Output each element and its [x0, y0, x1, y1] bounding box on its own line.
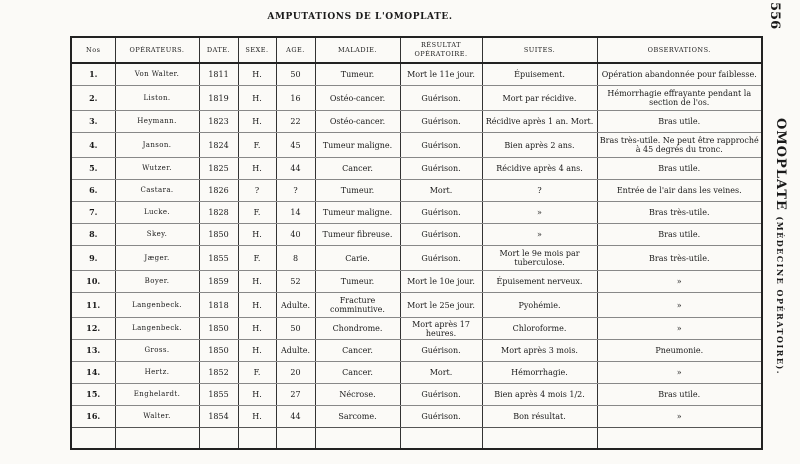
cell-operateur: Walter.	[115, 406, 199, 428]
cell-sexe: H.	[238, 318, 276, 340]
cell-operateur: Heymann.	[115, 111, 199, 133]
header-age: AGE.	[276, 37, 315, 63]
empty-cell	[400, 428, 482, 450]
cell-observations: Bras utile.	[597, 384, 762, 406]
cell-maladie: Tumeur fibreuse.	[315, 224, 400, 246]
cell-operateur: Wutzer.	[115, 158, 199, 180]
table-row	[71, 111, 762, 133]
cell-resultat: Guérison.	[400, 202, 482, 224]
cell-date: 1811	[199, 63, 238, 86]
cell-suites: Mort par récidive.	[482, 86, 597, 111]
cell-suites: Épuisement nerveux.	[482, 271, 597, 293]
table-row	[71, 318, 762, 340]
header-sexe: SEXE.	[238, 37, 276, 63]
cell-maladie: Ostéo-cancer.	[315, 86, 400, 111]
cell-sexe: F.	[238, 202, 276, 224]
page-title: AMPUTATIONS DE L'OMOPLATE.	[267, 12, 453, 22]
cell-num: 7.	[71, 202, 115, 224]
cell-date: 1859	[199, 271, 238, 293]
cell-operateur: Boyer.	[115, 271, 199, 293]
cell-maladie: Cancer.	[315, 158, 400, 180]
table-row	[71, 86, 762, 111]
cell-operateur: Janson.	[115, 133, 199, 158]
cell-age: 50	[276, 63, 315, 86]
cell-suites: Épuisement.	[482, 63, 597, 86]
cell-num: 10.	[71, 271, 115, 293]
table-row	[71, 202, 762, 224]
cell-maladie: Fracture comminutive.	[315, 293, 400, 318]
cell-date: 1850	[199, 318, 238, 340]
cell-resultat: Mort.	[400, 362, 482, 384]
empty-cell	[597, 428, 762, 450]
page-number: 556	[767, 2, 782, 30]
table-row	[71, 406, 762, 428]
cell-num: 15.	[71, 384, 115, 406]
cell-operateur: Hertz.	[115, 362, 199, 384]
cell-suites: Mort après 3 mois.	[482, 340, 597, 362]
cell-sexe: H.	[238, 86, 276, 111]
table-row	[71, 362, 762, 384]
cell-age: Adulte.	[276, 293, 315, 318]
cell-sexe: F.	[238, 362, 276, 384]
table-row	[71, 63, 762, 86]
cell-resultat: Mort le 10e jour.	[400, 271, 482, 293]
cell-date: 1855	[199, 246, 238, 271]
cell-maladie: Tumeur maligne.	[315, 202, 400, 224]
cell-num: 5.	[71, 158, 115, 180]
cell-sexe: F.	[238, 246, 276, 271]
cell-num: 13.	[71, 340, 115, 362]
cell-num: 6.	[71, 180, 115, 202]
cell-observations: Opération abandonnée pour faiblesse.	[597, 63, 762, 86]
cell-operateur: Jæger.	[115, 246, 199, 271]
cell-resultat: Guérison.	[400, 246, 482, 271]
cell-observations: Bras utile.	[597, 111, 762, 133]
cell-sexe: H.	[238, 63, 276, 86]
cell-date: 1823	[199, 111, 238, 133]
cell-num: 9.	[71, 246, 115, 271]
cell-observations: Bras utile.	[597, 158, 762, 180]
cell-sexe: H.	[238, 384, 276, 406]
cell-observations: Bras très-utile.	[597, 202, 762, 224]
cell-observations: »	[597, 293, 762, 318]
cell-observations: »	[597, 362, 762, 384]
cell-age: 44	[276, 158, 315, 180]
cell-operateur: Lucke.	[115, 202, 199, 224]
cell-suites: »	[482, 202, 597, 224]
cell-num: 14.	[71, 362, 115, 384]
cell-maladie: Nécrose.	[315, 384, 400, 406]
cell-num: 3.	[71, 111, 115, 133]
cell-resultat: Guérison.	[400, 86, 482, 111]
cell-maladie: Tumeur.	[315, 63, 400, 86]
table-row	[71, 384, 762, 406]
cell-suites: Bon résultat.	[482, 406, 597, 428]
cell-suites: Pyohémie.	[482, 293, 597, 318]
cell-age: 45	[276, 133, 315, 158]
empty-cell	[315, 428, 400, 450]
cell-resultat: Mort le 11e jour.	[400, 63, 482, 86]
cell-date: 1828	[199, 202, 238, 224]
table-row	[71, 340, 762, 362]
amputations-table	[70, 36, 763, 450]
cell-age: 44	[276, 406, 315, 428]
cell-observations: Bras utile.	[597, 224, 762, 246]
empty-cell	[482, 428, 597, 450]
cell-age: 50	[276, 318, 315, 340]
cell-suites: Récidive après 1 an. Mort.	[482, 111, 597, 133]
side-title-sub: (MÉDECINE OPÉRATOIRE).	[775, 216, 785, 376]
header-resultat: RÉSULTAT OPÉRATOIRE.	[400, 37, 482, 63]
cell-observations: »	[597, 406, 762, 428]
empty-cell	[71, 428, 115, 450]
cell-operateur: Liston.	[115, 86, 199, 111]
cell-age: 52	[276, 271, 315, 293]
cell-date: 1850	[199, 224, 238, 246]
cell-observations: »	[597, 318, 762, 340]
table-body	[71, 63, 762, 449]
cell-sexe: ?	[238, 180, 276, 202]
cell-resultat: Mort après 17 heures.	[400, 318, 482, 340]
header-date: DATE.	[199, 37, 238, 63]
table-row	[71, 180, 762, 202]
cell-resultat: Guérison.	[400, 111, 482, 133]
cell-observations: Bras très-utile. Ne peut être rapproché à 45 degrés du tronc.	[597, 133, 762, 158]
cell-date: 1854	[199, 406, 238, 428]
cell-maladie: Sarcome.	[315, 406, 400, 428]
cell-suites: »	[482, 224, 597, 246]
header-maladie: MALADIE.	[315, 37, 400, 63]
cell-num: 8.	[71, 224, 115, 246]
cell-suites: Récidive après 4 ans.	[482, 158, 597, 180]
cell-num: 16.	[71, 406, 115, 428]
table-row	[71, 224, 762, 246]
empty-cell	[238, 428, 276, 450]
cell-sexe: H.	[238, 224, 276, 246]
side-running-title	[773, 118, 788, 375]
cell-sexe: H.	[238, 406, 276, 428]
cell-observations: Pneumonie.	[597, 340, 762, 362]
cell-resultat: Mort le 25e jour.	[400, 293, 482, 318]
cell-suites: Bien après 4 mois 1/2.	[482, 384, 597, 406]
header-operateurs: OPÉRATEURS.	[115, 37, 199, 63]
table-row	[71, 133, 762, 158]
cell-resultat: Guérison.	[400, 224, 482, 246]
cell-maladie: Cancer.	[315, 362, 400, 384]
cell-date: 1852	[199, 362, 238, 384]
cell-operateur: Castara.	[115, 180, 199, 202]
cell-suites: ?	[482, 180, 597, 202]
cell-date: 1826	[199, 180, 238, 202]
cell-age: 27	[276, 384, 315, 406]
cell-maladie: Chondrome.	[315, 318, 400, 340]
cell-observations: Bras très-utile.	[597, 246, 762, 271]
table-row	[71, 158, 762, 180]
table-header-row	[71, 37, 762, 63]
cell-date: 1819	[199, 86, 238, 111]
cell-maladie: Cancer.	[315, 340, 400, 362]
cell-resultat: Guérison.	[400, 340, 482, 362]
header-suites: SUITES.	[482, 37, 597, 63]
cell-operateur: Skey.	[115, 224, 199, 246]
cell-sexe: H.	[238, 293, 276, 318]
cell-num: 2.	[71, 86, 115, 111]
cell-age: ?	[276, 180, 315, 202]
cell-maladie: Tumeur.	[315, 180, 400, 202]
cell-num: 4.	[71, 133, 115, 158]
cell-suites: Mort le 9e mois par tuberculose.	[482, 246, 597, 271]
cell-suites: Hémorrhagie.	[482, 362, 597, 384]
cell-age: Adulte.	[276, 340, 315, 362]
table-row	[71, 246, 762, 271]
cell-observations: Hémorrhagie effrayante pendant la section de l'os.	[597, 86, 762, 111]
cell-num: 1.	[71, 63, 115, 86]
cell-observations: Entrée de l'air dans les veines.	[597, 180, 762, 202]
empty-cell	[276, 428, 315, 450]
cell-operateur: Enghelardt.	[115, 384, 199, 406]
cell-age: 40	[276, 224, 315, 246]
cell-date: 1850	[199, 340, 238, 362]
cell-sexe: H.	[238, 158, 276, 180]
cell-age: 14	[276, 202, 315, 224]
cell-sexe: H.	[238, 111, 276, 133]
cell-date: 1855	[199, 384, 238, 406]
cell-suites: Chloroforme.	[482, 318, 597, 340]
cell-age: 8	[276, 246, 315, 271]
cell-age: 16	[276, 86, 315, 111]
cell-resultat: Guérison.	[400, 406, 482, 428]
cell-sexe: H.	[238, 271, 276, 293]
cell-age: 22	[276, 111, 315, 133]
cell-date: 1824	[199, 133, 238, 158]
cell-operateur: Von Walter.	[115, 63, 199, 86]
cell-resultat: Guérison.	[400, 158, 482, 180]
cell-maladie: Ostéo-cancer.	[315, 111, 400, 133]
cell-resultat: Mort.	[400, 180, 482, 202]
cell-operateur: Langenbeck.	[115, 318, 199, 340]
header-num: Nos	[71, 37, 115, 63]
cell-sexe: F.	[238, 133, 276, 158]
cell-age: 20	[276, 362, 315, 384]
table-row	[71, 271, 762, 293]
cell-resultat: Guérison.	[400, 384, 482, 406]
cell-maladie: Carie.	[315, 246, 400, 271]
cell-date: 1825	[199, 158, 238, 180]
cell-num: 11.	[71, 293, 115, 318]
table-row	[71, 293, 762, 318]
table-empty-row	[71, 428, 762, 450]
cell-resultat: Guérison.	[400, 133, 482, 158]
cell-sexe: H.	[238, 340, 276, 362]
cell-maladie: Tumeur maligne.	[315, 133, 400, 158]
cell-maladie: Tumeur.	[315, 271, 400, 293]
cell-observations: »	[597, 271, 762, 293]
side-title-main: OMOPLATE	[773, 118, 788, 211]
cell-operateur: Gross.	[115, 340, 199, 362]
cell-date: 1818	[199, 293, 238, 318]
cell-suites: Bien après 2 ans.	[482, 133, 597, 158]
cell-num: 12.	[71, 318, 115, 340]
empty-cell	[115, 428, 199, 450]
header-observations: OBSERVATIONS.	[597, 37, 762, 63]
empty-cell	[199, 428, 238, 450]
cell-operateur: Langenbeck.	[115, 293, 199, 318]
